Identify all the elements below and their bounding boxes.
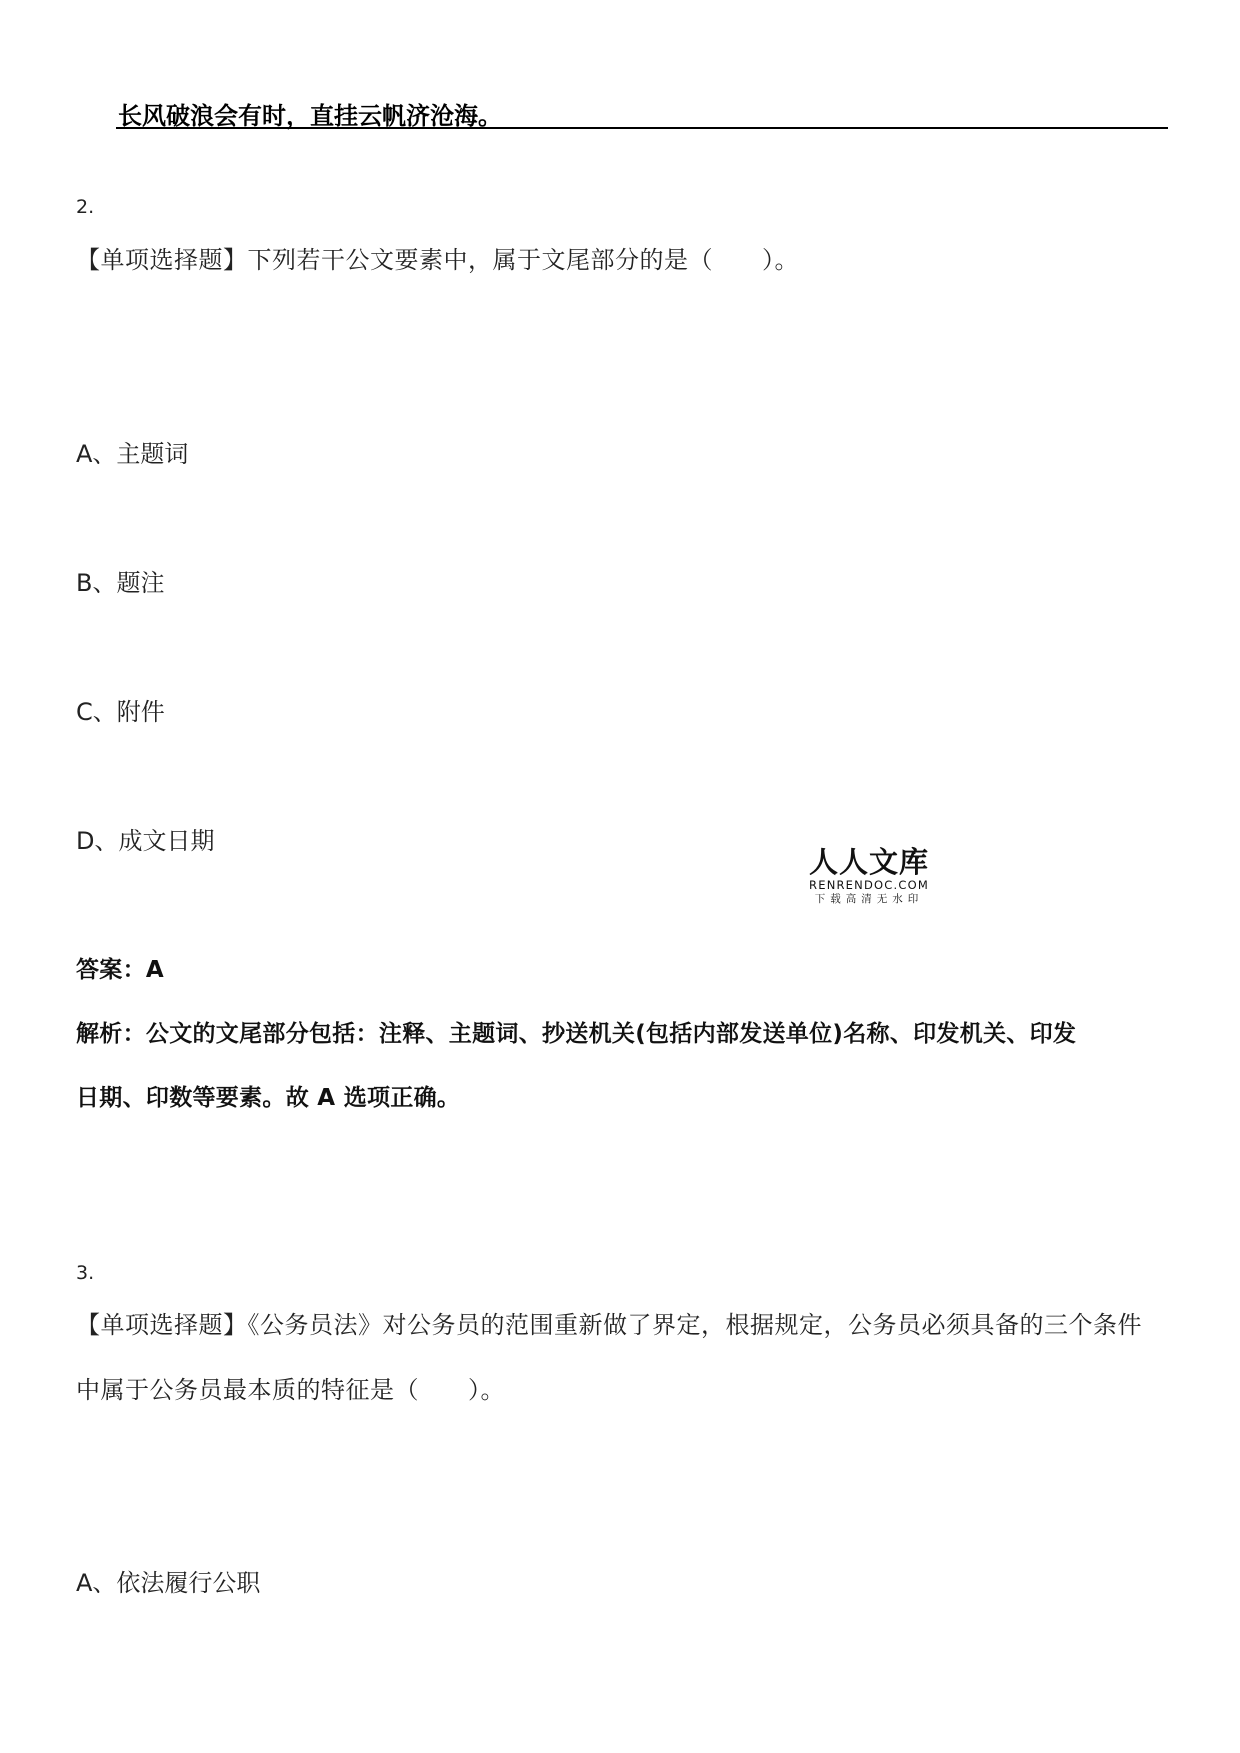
question-text-line-2: 中属于公务员最本质的特征是（ ）。 xyxy=(76,1376,505,1404)
watermark-domain: RENRENDOC.COM xyxy=(809,878,929,892)
analysis-line-2: 日期、印数等要素。故 A 选项正确。 xyxy=(76,1085,461,1111)
option-a: A、依法履行公职 xyxy=(76,1569,261,1597)
analysis-line-1: 解析：公文的文尾部分包括：注释、主题词、抄送机关(包括内部发送单位)名称、印发机关、印发 xyxy=(76,1021,1077,1047)
option-a: A、主题词 xyxy=(76,440,189,468)
watermark-title: 人人文库 xyxy=(808,845,929,879)
option-b: B、题注 xyxy=(76,569,165,597)
question-text-line-1: 【单项选择题】《公务员法》对公务员的范围重新做了界定，根据规定，公务员必须具备的三个条件 xyxy=(76,1311,1142,1339)
question-number: 2. xyxy=(76,196,95,218)
option-d: D、成文日期 xyxy=(76,827,215,855)
option-c: C、附件 xyxy=(76,698,165,726)
answer: 答案：A xyxy=(76,957,165,983)
header-motto: 长风破浪会有时，直挂云帆济沧海。 xyxy=(118,101,502,130)
header-divider xyxy=(116,127,1168,129)
question-number: 3. xyxy=(76,1262,95,1284)
watermark-logo xyxy=(804,846,934,906)
watermark-tagline: 下载高清无水印 xyxy=(814,893,924,905)
question-text: 【单项选择题】下列若干公文要素中，属于文尾部分的是（ ）。 xyxy=(76,246,799,274)
